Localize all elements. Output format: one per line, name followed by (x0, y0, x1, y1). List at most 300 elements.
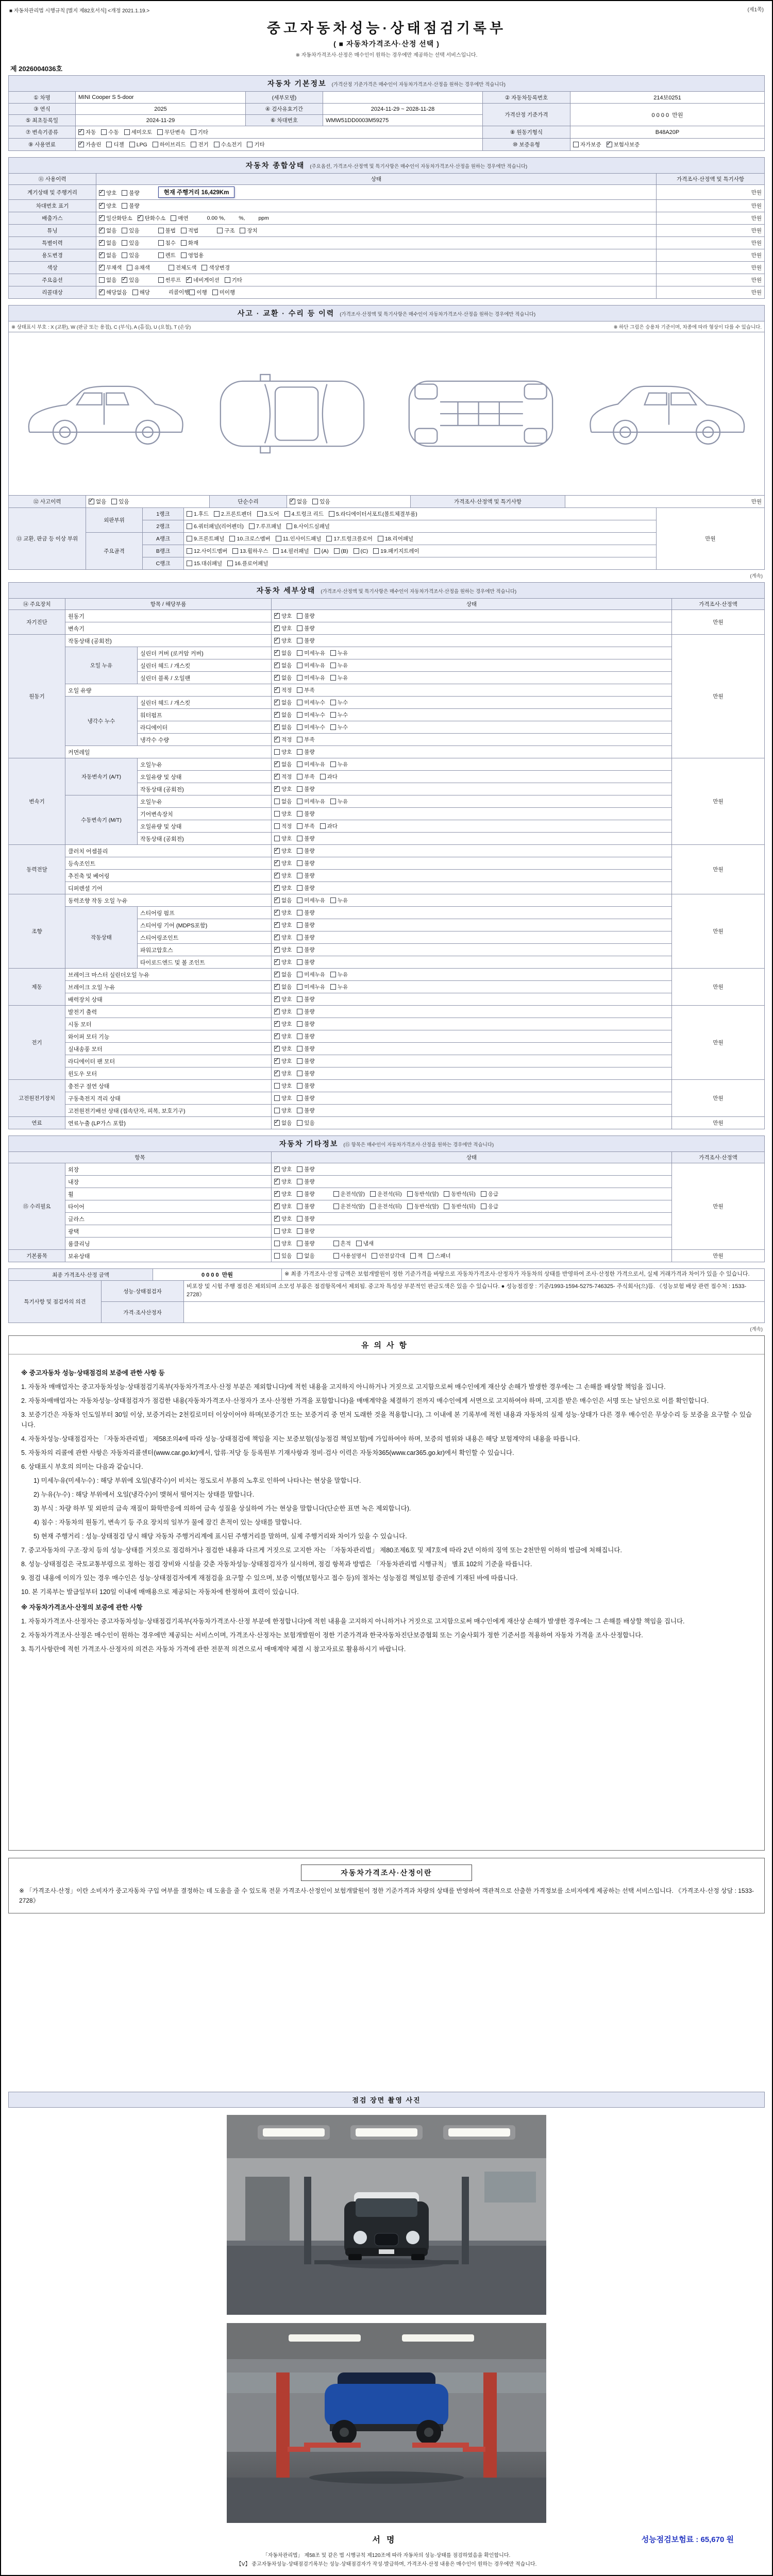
checkbox-불량[interactable]: 불량 (297, 1178, 314, 1185)
checkbox-네비게이션[interactable]: ✓ 네비게이션 (186, 276, 220, 284)
checkbox-불량[interactable]: 불량 (297, 1190, 314, 1198)
checkbox-영업용[interactable]: 영업용 (181, 251, 204, 259)
checkbox-불량[interactable]: 불량 (297, 785, 314, 793)
checkbox-미세누유[interactable]: 미세누유 (297, 649, 325, 657)
notice-item: 3) 부식 : 차량 하부 및 외판의 금속 재질이 화학반응에 의하여 금속 성질을 상실하여 가는 현상을 말합니다(단순한 표면 녹은 제외합니다). (33, 1505, 411, 1512)
checkbox-양호[interactable]: ✓ 양호 (274, 1008, 292, 1015)
state-cell (272, 1030, 672, 1043)
item-cell: 오일누유 (138, 795, 272, 808)
row-label-cell: 차대번호 표기 (9, 200, 96, 212)
checkbox-과다[interactable]: 과다 (320, 822, 338, 830)
checkbox-불량[interactable]: 불량 (297, 958, 314, 966)
item-cell: 라디에이터 (138, 721, 272, 734)
checkbox-없음[interactable]: ✓ 없음 (274, 983, 292, 991)
checkbox-불량[interactable]: 불량 (297, 810, 314, 818)
checkbox-불량[interactable]: 불량 (297, 995, 314, 1003)
state-cell (96, 286, 657, 299)
checkbox-세미오토[interactable]: 세미오토 (124, 128, 153, 136)
item-cell: 브레이크 마스터 실린더오일 누유 (65, 969, 272, 981)
checkbox-매연[interactable]: 매연 (171, 214, 188, 222)
checkbox-불량[interactable]: 불량 (297, 859, 314, 867)
checkbox-양호[interactable]: ✓ 양호 (274, 847, 292, 855)
detail-row (9, 635, 765, 647)
item-cell: 등속조인트 (65, 857, 272, 870)
checkbox-양호[interactable]: 양호 (274, 1107, 292, 1114)
checkbox-양호[interactable]: ✓ 양호 (99, 189, 116, 197)
checkbox-양호[interactable]: ✓ 양호 (274, 612, 292, 620)
checkbox-양호[interactable]: 양호 (274, 835, 292, 842)
state-cell (272, 746, 672, 758)
checkbox-양호[interactable]: ✓ 양호 (274, 1032, 292, 1040)
checkbox-9.프론트패널[interactable]: 9.프론트패널 (187, 535, 224, 543)
fuel-label: ⑨ 사용연료 (9, 139, 76, 151)
checkbox-없음[interactable]: 없음 (274, 798, 292, 805)
checkbox-썬루프[interactable]: 썬루프 (158, 276, 181, 284)
state-cell (272, 610, 672, 622)
item-cell: 브레이크 오일 누유 (65, 981, 272, 993)
detail-section-title: 자동차 세부상태 (가격조사·산정액 및 특기사항은 매수인이 자동차가격조사·산정을 원하는 경우에만 적습니다) (9, 583, 765, 599)
row-label-cell: 용도변경 (9, 249, 96, 262)
device-group-cell: 전기 (9, 1006, 65, 1080)
checkbox-없음[interactable]: 없음 (99, 276, 116, 284)
amount-cell: 만원 (671, 1163, 764, 1250)
checkbox-불량[interactable]: 불량 (297, 884, 314, 892)
state-cell (272, 1188, 672, 1200)
checkbox-불량[interactable]: 불량 (297, 1057, 314, 1065)
checkbox-미세누수[interactable]: 미세누수 (297, 699, 325, 706)
checkbox-미세누수[interactable]: 미세누수 (297, 723, 325, 731)
checkbox-없음[interactable]: ✓ 없음 (274, 699, 292, 706)
final-price-table (8, 1268, 765, 1281)
final-price-note: ※ 최종 가격조사·산정 금액은 보험개발원이 정한 기준가격을 바탕으로 자동차가격조사·산정자가 자동차의 상태를 반영하여 조사·산정한 가격으로서, 실제 거래가격과 차이가 있을 수 있습니다. (282, 1269, 765, 1281)
checkbox-3.도어[interactable]: 3.도어 (257, 510, 279, 518)
checkbox-색상변경[interactable]: 색상변경 (201, 264, 230, 272)
checkbox-2.프론트펜더[interactable]: 2.프론트펜더 (214, 510, 251, 518)
checkbox-미세누유[interactable]: 미세누유 (297, 760, 325, 768)
panel-rank-row (9, 533, 765, 545)
checkbox-없음[interactable]: ✓ 없음 (99, 251, 116, 259)
checkbox-불량[interactable]: 불량 (297, 1020, 314, 1028)
checkbox-없음[interactable]: ✓ 없음 (290, 498, 307, 505)
checkbox-운전석(앞)[interactable]: 운전석(앞) (333, 1202, 365, 1210)
car-diagram-side-right (584, 342, 754, 486)
checkbox-10.크로스멤버[interactable]: 10.크로스멤버 (229, 535, 270, 543)
checkbox-불량[interactable]: 불량 (297, 1032, 314, 1040)
checkbox-동반석(뒤)[interactable]: 동반석(뒤) (444, 1190, 476, 1198)
checkbox-양호[interactable]: ✓ 양호 (274, 1178, 292, 1185)
checkbox-누수[interactable]: 누수 (330, 699, 348, 706)
checkbox-화재[interactable]: 화재 (181, 239, 198, 247)
checkbox-있음[interactable]: 있음 (274, 1252, 292, 1260)
opinion-row (9, 1281, 765, 1302)
checkbox-없음[interactable]: ✓ 없음 (274, 711, 292, 719)
checkbox-없음[interactable]: 없음 (297, 1252, 314, 1260)
checkbox-적정[interactable]: 적정 (274, 822, 292, 830)
checkbox-기타[interactable]: 기타 (225, 276, 242, 284)
checkbox-13.휠하우스[interactable]: 13.휠하우스 (232, 547, 268, 555)
state-cell (272, 969, 672, 981)
checkbox-기타[interactable]: 기타 (247, 141, 264, 148)
checkbox-전기[interactable]: 전기 (191, 141, 208, 148)
checkbox-양호[interactable]: 양호 (274, 1082, 292, 1090)
item-cell: 스티어링 펌프 (138, 907, 272, 919)
checkbox-운전석(뒤)[interactable]: 운전석(뒤) (370, 1202, 402, 1210)
item-cell: 동력조향 작동 오일 누유 (65, 894, 272, 907)
checkbox-17.트렁크플로어[interactable]: 17.트렁크플로어 (326, 535, 372, 543)
checkbox-부족[interactable]: 부족 (297, 686, 314, 694)
rank-cell: C랭크 (143, 557, 184, 570)
checkbox-불량[interactable]: 불량 (297, 1107, 314, 1114)
parts-cell (184, 557, 657, 570)
checkbox-흔적[interactable]: 흔적 (333, 1240, 351, 1247)
checkbox-양호[interactable]: 양호 (274, 1094, 292, 1102)
title-block (8, 17, 765, 58)
item-cell: 클러치 어셈블리 (65, 845, 272, 857)
checkbox-불량[interactable]: 불량 (297, 835, 314, 842)
checkbox-불량[interactable]: 불량 (297, 1202, 314, 1210)
amount-cell: 만원 (657, 225, 765, 237)
checkbox-적정[interactable]: ✓ 적정 (274, 773, 292, 781)
checkbox-양호[interactable]: 양호 (274, 1227, 292, 1235)
item-cell: 실내송풍 모터 (65, 1043, 272, 1055)
state-cell (272, 870, 672, 882)
checkbox-동반석(앞)[interactable]: 동반석(앞) (407, 1190, 439, 1198)
checkbox-전체도색[interactable]: 전체도색 (169, 264, 197, 272)
checkbox-운전석(뒤)[interactable]: 운전석(뒤) (370, 1190, 402, 1198)
checkbox-양호[interactable]: ✓ 양호 (274, 1070, 292, 1077)
checkbox-냄새[interactable]: 냄새 (356, 1240, 374, 1247)
checkbox-불량[interactable]: 불량 (297, 1240, 314, 1247)
detail-row (9, 1176, 765, 1188)
checkbox-침수[interactable]: 침수 (158, 239, 176, 247)
checkbox-1.후드[interactable]: 1.후드 (187, 510, 209, 518)
footer-line-1: 「자동차관리법」 제58조 및 같은 법 시행규칙 제120조에 따라 자동차의 성능·상태를 점검하였음을 확인합니다. (262, 2553, 511, 2558)
notice-item: 3. 보증기간은 자동차 인도일부터 30일 이상, 보증거리는 2천킬로미터 이상이어야 하며(보증기간 또는 보증거리 중 먼저 도래한 것을 적용합니다), 그 이내에 본 기록부에 적힌 내용과 자동차의 실제 성능·상태가 다른 경우 매수인은 무상수리 등 보증을 요구할 수 있습니다. (21, 1411, 752, 1429)
checkbox-있음[interactable]: 있음 (122, 227, 139, 234)
checkbox-자동[interactable]: ✓ 자동 (78, 128, 96, 136)
checkbox-없음[interactable]: ✓ 없음 (274, 1119, 292, 1127)
detail-row (9, 1238, 765, 1250)
checkbox-양호[interactable]: ✓ 양호 (274, 909, 292, 917)
checkbox-미세누유[interactable]: 미세누유 (297, 798, 325, 805)
car-name-value: MINI Cooper S 5-door (76, 92, 246, 104)
checkbox-불량[interactable]: 불량 (297, 909, 314, 917)
exchange-panel-table (8, 507, 765, 570)
checkbox-누수[interactable]: 누수 (330, 723, 348, 731)
checkbox-누유[interactable]: 누유 (330, 760, 348, 768)
checkbox-응급[interactable]: 응급 (481, 1202, 498, 1210)
item-cell: 시동 모터 (65, 1018, 272, 1030)
checkbox-부족[interactable]: 부족 (297, 822, 314, 830)
checkbox-동반석(앞)[interactable]: 동반석(앞) (407, 1202, 439, 1210)
detail-row (9, 1092, 765, 1105)
checkbox-양호[interactable]: ✓ 양호 (274, 1020, 292, 1028)
checkbox-불량[interactable]: 불량 (297, 1070, 314, 1077)
checkbox-16.플로어패널[interactable]: 16.플로어패널 (227, 560, 268, 567)
checkbox-불량[interactable]: 불량 (297, 1094, 314, 1102)
checkbox-양호[interactable]: ✓ 양호 (274, 946, 292, 954)
checkbox-양호[interactable]: ✓ 양호 (274, 921, 292, 929)
panel-category-cell: 주요골격 (86, 533, 143, 570)
detail-row (9, 1030, 765, 1043)
device-group-cell: ⑮ 수리필요 (9, 1163, 65, 1250)
checkbox-미이행[interactable]: 미이행 (212, 289, 235, 296)
checkbox-운전석(앞)[interactable]: 운전석(앞) (333, 1190, 365, 1198)
checkbox-하이브리드[interactable]: 하이브리드 (153, 141, 186, 148)
checkbox-없음[interactable]: ✓ 없음 (274, 971, 292, 978)
checkbox-8.사이드실패널[interactable]: 8.사이드실패널 (287, 522, 330, 530)
checkbox-있음[interactable]: 있음 (122, 251, 139, 259)
checkbox-불량[interactable]: 불량 (297, 921, 314, 929)
detail-row (9, 684, 765, 697)
checkbox-스패너[interactable]: 스패너 (428, 1252, 450, 1260)
checkbox-미세누유[interactable]: 미세누유 (297, 983, 325, 991)
checkbox-불량[interactable]: 불량 (297, 872, 314, 879)
checkbox-불량[interactable]: 불량 (297, 847, 314, 855)
notice-title: 유의사항 (9, 1336, 764, 1354)
opinion-text-cell: 비포장 및 시험 주행 점검은 제외되며 소모성 부품은 점검항목에서 제외됨. 중고차 특성상 부분적인 판금도색은 있을 수 있습니다. ● 성능점검장 : 기준/1993-1594-5275-746325- 주식회사(으)뜸. 《성능보험 배상 관련 접수처 : 1533-2728》 (184, 1281, 765, 1302)
state-cell (272, 1105, 672, 1117)
state-cell (272, 1055, 672, 1067)
rank-cell: 2랭크 (143, 520, 184, 533)
detail-row (9, 1067, 765, 1080)
checkbox-누수[interactable]: 누수 (330, 711, 348, 719)
checkbox-미세누유[interactable]: 미세누유 (297, 971, 325, 978)
amount-cell: 만원 (671, 1250, 764, 1262)
checkbox-해당없음[interactable]: ✓ 해당없음 (99, 289, 127, 296)
checkbox-11.인사이드패널[interactable]: 11.인사이드패널 (276, 535, 322, 543)
checkbox-불량[interactable]: 불량 (297, 946, 314, 954)
checkbox-부족[interactable]: 부족 (297, 773, 314, 781)
checkbox-응급[interactable]: 응급 (481, 1190, 498, 1198)
checkbox-4.트렁크 리드[interactable]: 4.트렁크 리드 (284, 510, 324, 518)
checkbox-잭[interactable]: 잭 (410, 1252, 423, 1260)
checkbox-디젤[interactable]: 디젤 (106, 141, 124, 148)
checkbox-적법[interactable]: 적법 (181, 227, 198, 234)
checkbox-불량[interactable]: 불량 (297, 1008, 314, 1015)
checkbox-양호[interactable]: 양호 (274, 1240, 292, 1247)
checkbox-기타[interactable]: 기타 (191, 128, 208, 136)
checkbox-없음[interactable]: ✓ 없음 (99, 227, 116, 234)
checkbox-있음[interactable]: 있음 (122, 239, 139, 247)
checkbox-없음[interactable]: ✓ 없음 (89, 498, 106, 505)
detail-row (9, 1163, 765, 1176)
checkbox-양호[interactable]: ✓ 양호 (274, 872, 292, 879)
item-cell: 커먼레일 (65, 746, 272, 758)
detail-row (9, 622, 765, 635)
checkbox-5.라디에이터서포트(볼트체결부품)[interactable]: 5.라디에이터서포트(볼트체결부품) (329, 510, 417, 518)
checkbox-불량[interactable]: 불량 (297, 612, 314, 620)
reg-no-label: ② 자동차등록번호 (483, 92, 570, 104)
checkbox-누유[interactable]: 누유 (330, 983, 348, 991)
final-price-row (9, 1269, 765, 1281)
checkbox-없음[interactable]: ✓ 없음 (274, 674, 292, 682)
checkbox-불량[interactable]: 불량 (297, 1227, 314, 1235)
item-cell: 추진축 및 베어링 (65, 870, 272, 882)
detail-row (9, 857, 765, 870)
checkbox-이행[interactable]: 이행 (189, 289, 207, 296)
checkbox-누유[interactable]: 누유 (330, 662, 348, 669)
checkbox-일산화탄소[interactable]: ✓ 일산화탄소 (99, 214, 132, 222)
checkbox-불량[interactable]: 불량 (122, 202, 139, 210)
notice-item: 2. 자동차가격조사·산정은 매수인이 원하는 경우에만 제공되는 서비스이며, 가격조사·산정자는 보험개발원이 정한 기준가격과 한국자동차진단보증협회 또는 기술사회가 정한 기준서를 적용하여 자동차 가격을 조사·산정합니다. (21, 1632, 643, 1639)
checkbox-과다[interactable]: 과다 (320, 773, 338, 781)
checkbox-있음[interactable]: ✓ 있음 (122, 276, 139, 284)
checkbox-양호[interactable]: ✓ 양호 (274, 1202, 292, 1210)
checkbox-양호[interactable]: ✓ 양호 (274, 624, 292, 632)
basic-section-title: 자동차 기본정보 (가격산정 기준가격은 매수인이 자동차가격조사·산정을 원하는 경우에만 적습니다) (9, 76, 765, 92)
state-cell (272, 894, 672, 907)
checkbox-무단변속[interactable]: 무단변속 (157, 128, 186, 136)
detail-condition-table (8, 582, 765, 1129)
checkbox-구조[interactable]: 구조 (217, 227, 234, 234)
document-number: 제 2026004036호 (10, 65, 63, 73)
checkbox-18.리어패널[interactable]: 18.리어패널 (378, 535, 413, 543)
checkbox-없음[interactable]: ✓ 없음 (274, 662, 292, 669)
checkbox-양호[interactable]: ✓ 양호 (274, 1215, 292, 1223)
checkbox-사용설명서[interactable]: 사용설명서 (333, 1252, 367, 1260)
etc-state-header: 상태 (272, 1152, 672, 1163)
signature-row (8, 2533, 765, 2545)
row-label-cell: 주요옵션 (9, 274, 96, 286)
checkbox-불량[interactable]: 불량 (122, 189, 139, 197)
notice-item: 4. 자동차성능·상태점검자는 「자동차관리법」 제58조의4에 따라 성능·상태점검에 책임을 지는 보증보험(성능점검 책임보험)에 가입하여야 하며, 보증의 범위와 내용은 해당 보험계약의 내용을 따릅니다. (21, 1435, 580, 1443)
checkbox-양호[interactable]: ✓ 양호 (274, 1165, 292, 1173)
checkbox-불량[interactable]: 불량 (297, 934, 314, 941)
checkbox-장치[interactable]: 장치 (240, 227, 257, 234)
overall-row (9, 249, 765, 262)
checkbox-불량[interactable]: 불량 (297, 1165, 314, 1173)
checkbox-수동[interactable]: 수동 (101, 128, 119, 136)
sub-group-cell: 수동변속기 (M/T) (65, 795, 138, 845)
checkbox-불량[interactable]: 불량 (297, 637, 314, 645)
checkbox-양호[interactable]: ✓ 양호 (274, 859, 292, 867)
checkbox-양호[interactable]: ✓ 양호 (274, 1057, 292, 1065)
state-cell (272, 1213, 672, 1225)
checkbox-미세누유[interactable]: 미세누유 (297, 896, 325, 904)
checkbox-불량[interactable]: 불량 (297, 1215, 314, 1223)
amount-cell: 만원 (671, 894, 764, 969)
checkbox-양호[interactable]: ✓ 양호 (99, 202, 116, 210)
rank-cell: B랭크 (143, 545, 184, 557)
checkbox-불량[interactable]: 불량 (297, 624, 314, 632)
checkbox-적정[interactable]: ✓ 적정 (274, 736, 292, 743)
checkbox-양호[interactable]: ✓ 양호 (274, 995, 292, 1003)
notice-item: 2) 누유(누수) : 해당 부위에서 오일(냉각수)이 맺혀서 떨어지는 상태를 말합니다. (33, 1491, 255, 1498)
checkbox-적정[interactable]: ✓ 적정 (274, 686, 292, 694)
table-row (9, 104, 765, 115)
checkbox-있음[interactable]: 있음 (312, 498, 330, 505)
checkbox-수소전기[interactable]: 수소전기 (214, 141, 242, 148)
checkbox-(A)[interactable]: (A) (314, 548, 329, 554)
item-cell: 보유상태 (65, 1250, 272, 1262)
checkbox-19.패키지트레이[interactable]: 19.패키지트레이 (373, 547, 419, 555)
checkbox-누유[interactable]: 누유 (330, 649, 348, 657)
checkbox-(B)[interactable]: (B) (334, 548, 348, 554)
state-cell (96, 274, 657, 286)
detail-row (9, 894, 765, 907)
continue-mark: (계속) (750, 1327, 763, 1332)
checkbox-가솔린[interactable]: ✓ 가솔린 (78, 141, 101, 148)
row-label-cell: 특별이력 (9, 237, 96, 249)
checkbox-양호[interactable]: ✓ 양호 (274, 637, 292, 645)
state-cell (272, 635, 672, 647)
device-group-cell: 연료 (9, 1117, 65, 1129)
checkbox-미세누수[interactable]: 미세누수 (297, 711, 325, 719)
checkbox-무채색[interactable]: ✓ 무채색 (99, 264, 122, 272)
checkbox-자가보증[interactable]: 자가보증 (573, 141, 601, 148)
checkbox-(C)[interactable]: (C) (354, 548, 368, 554)
checkbox-동반석(뒤)[interactable]: 동반석(뒤) (444, 1202, 476, 1210)
checkbox-보험사보증[interactable]: ✓ 보험사보증 (607, 141, 640, 148)
checkbox-양호[interactable]: ✓ 양호 (274, 1045, 292, 1053)
checkbox-있음[interactable]: 있음 (111, 498, 129, 505)
page-mark: (제1쪽) (747, 7, 764, 13)
checkbox-양호[interactable]: ✓ 양호 (274, 958, 292, 966)
checkbox-불량[interactable]: 불량 (297, 748, 314, 756)
checkbox-없음[interactable]: ✓ 없음 (274, 760, 292, 768)
engine-value: B48A20P (570, 126, 765, 139)
document-footer (8, 2551, 765, 2572)
checkbox-누유[interactable]: 누유 (330, 896, 348, 904)
checkbox-안전삼각대[interactable]: 안전삼각대 (372, 1252, 405, 1260)
checkbox-누유[interactable]: 누유 (330, 971, 348, 978)
checkbox-없음[interactable]: ✓ 없음 (274, 896, 292, 904)
checkbox-렌트[interactable]: 렌트 (158, 251, 176, 259)
checkbox-있음[interactable]: 있음 (297, 1119, 314, 1127)
checkbox-15.대쉬패널[interactable]: 15.대쉬패널 (187, 560, 222, 567)
table-row (9, 126, 765, 139)
checkbox-미세누유[interactable]: 미세누유 (297, 662, 325, 669)
inspection-photo-underbody (227, 2323, 546, 2523)
form-reference: ■ 자동차관리법 시행규칙 [별지 제82호서식] <개정 2021.1.19.> (9, 8, 150, 14)
checkbox-14.필러패널[interactable]: 14.필러패널 (273, 547, 309, 555)
state-cell (272, 1080, 672, 1092)
checkbox-12.사이드멤버[interactable]: 12.사이드멤버 (187, 547, 227, 555)
checkbox-없음[interactable]: ✓ 없음 (274, 723, 292, 731)
checkbox-유채색[interactable]: 유채색 (127, 264, 149, 272)
checkbox-탄화수소[interactable]: ✓ 탄화수소 (138, 214, 166, 222)
checkbox-7.루프패널[interactable]: 7.루프패널 (249, 522, 281, 530)
final-price-value: 0 0 0 0 만원 (153, 1269, 282, 1281)
state-cell (272, 993, 672, 1006)
checkbox-해당[interactable]: 해당 (132, 289, 150, 296)
item-cell: 타이어 (65, 1200, 272, 1213)
item-cell: 외장 (65, 1163, 272, 1176)
checkbox-불량[interactable]: 불량 (297, 1082, 314, 1090)
state-cell (96, 249, 657, 262)
checkbox-6.쿼터패널(리어펜더)[interactable]: 6.쿼터패널(리어펜더) (187, 522, 244, 530)
checkbox-미세누유[interactable]: 미세누유 (297, 674, 325, 682)
checkbox-없음[interactable]: ✓ 없음 (274, 649, 292, 657)
flex-spacer (8, 1921, 765, 2092)
checkbox-양호[interactable]: ✓ 양호 (274, 785, 292, 793)
checkbox-양호[interactable]: 양호 (274, 810, 292, 818)
checkbox-양호[interactable]: ✓ 양호 (274, 1190, 292, 1198)
checkbox-불법[interactable]: 불법 (158, 227, 176, 234)
item-cell: 룸클리닝 (65, 1238, 272, 1250)
checkbox-LPG[interactable]: LPG (129, 142, 147, 148)
checkbox-불량[interactable]: 불량 (297, 1045, 314, 1053)
checkbox-누유[interactable]: 누유 (330, 674, 348, 682)
checkbox-없음[interactable]: ✓ 없음 (99, 239, 116, 247)
checkbox-양호[interactable]: ✓ 양호 (274, 934, 292, 941)
checkbox-양호[interactable]: 양호 (274, 748, 292, 756)
checkbox-누유[interactable]: 누유 (330, 798, 348, 805)
state-cell (272, 684, 672, 697)
checkbox-부족[interactable]: 부족 (297, 736, 314, 743)
checkbox-양호[interactable]: ✓ 양호 (274, 884, 292, 892)
